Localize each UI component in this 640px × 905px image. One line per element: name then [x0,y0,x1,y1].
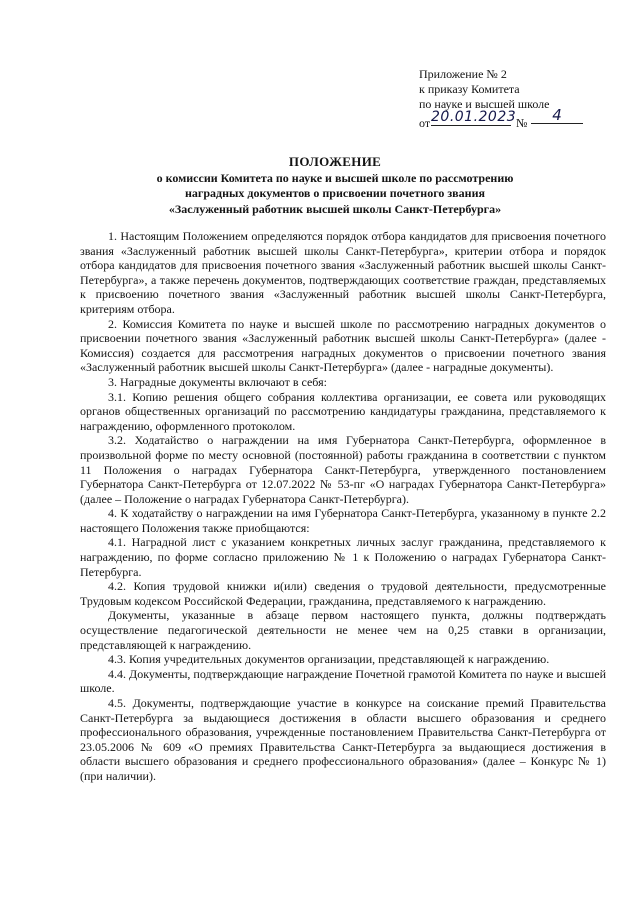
document-title: ПОЛОЖЕНИЕ [288,154,382,169]
paragraph-4: 4. К ходатайству о награждении на имя Губернатора Санкт-Петербурга, указанному в пункте 2.2 настоящего Положения также приобщаются: [80,506,606,535]
date-prefix: от [419,116,431,130]
paragraph-3-1: 3.1. Копию решения общего собрания коллектива организации, ее совета или руководящих органов общественных организаций по рассмотрению кандидатуры гражданина, представляемого к награждению, оформленного протоколом. [80,389,606,433]
document-heading [80,154,590,217]
paragraph-4-4: 4.4. Документы, подтверждающие награждение Почетной грамотой Комитета по науке и высшей школе. [80,666,606,696]
order-number: 4 [531,108,583,124]
document-body [80,229,606,784]
heading-line: «Заслуженный работник высшей школы Санкт-Петербурга» [168,201,502,216]
paragraph-3-2: 3.2. Ходатайство о награждении на имя Губернатора Санкт-Петербурга, оформленное в произвольной форме по месту основной (постоянной) работы гражданина в соответствии с пунктом 11 Положения о наградах Губернатора Санкт-Петербурга, утвержденного постановлением Губернатора Санкт-Петербурга от 12.07.2022 № 53-пг «О наградах Губернатора Санкт-Петербурга» (далее – Положение о наградах Губернатора Санкт-Петербурга). [80,433,606,506]
paragraph-4-3: 4.3. Копия учредительных документов организации, представляющей к награждению. [108,652,550,667]
paragraph-4-2: 4.2. Копия трудовой книжки и(или) сведения о трудовой деятельности, предусмотренные Трудовым кодексом Российской Федерации, гражданина, представляемого к награждению. [80,579,606,608]
paragraph-4-1: 4.1. Наградной лист с указанием конкретных личных заслуг гражданина, представляемого к награждению, по форме согласно приложению № 1 к Положению о наградах Губернатора Санкт-Петербурга. [80,535,606,579]
paragraph-1: 1. Настоящим Положением определяются порядок отбора кандидатов для присвоения почетного звания «Заслуженный работник высшей школы Санкт-Петербурга», критерии отбора и порядок отбора кандидатов для присвоения почетного звания «Заслуженный работник высшей школы Санкт-Петербурга», а также перечень документов, подтверждающих соответствие граждан, представляемых к присвоению почетного звания «Заслуженный работник высшей школы Санкт-Петербурга, критериям отбора. [80,229,606,316]
paragraph-2: 2. Комиссия Комитета по науке и высшей школе по рассмотрению наградных документов о присвоении почетного звания «Заслуженный работник высшей школы Санкт-Петербурга» (далее - Комиссия) создается для рассмотрения наградных документов о присвоении почетного звания «Заслуженный работник высшей школы Санкт-Петербурга» (далее - наградные документы). [80,316,606,375]
heading-line: о комиссии Комитета по науке и высшей школе по рассмотрению [156,170,514,185]
order-date-line [419,106,609,133]
number-label: № [516,116,528,130]
appendix-line: по науке и высшей школе [419,97,550,111]
appendix-block [419,67,609,133]
appendix-line: Приложение № 2 [419,67,507,81]
paragraph-4-2-note: Документы, указанные в абзаце первом настоящего пункта, должны подтверждать осуществление педагогической деятельности не менее чем на 0,25 ставки в организации, представляющей к награждению. [80,608,606,652]
paragraph-4-5: 4.5. Документы, подтверждающие участие в конкурсе на соискание премий Правительства Санкт-Петербурга за выдающиеся достижения в области высшего образования и среднего профессионального образования, учрежденные постановлением Правительства Санкт-Петербурга от 23.05.2006 № 609 «О премиях Правительства Санкт-Петербурга за выдающиеся достижения в области высшего образования и среднего профессионального образования» (далее – Конкурс № 1) (при наличии). [80,696,606,783]
order-date: 20.01.2023 [431,109,517,125]
paragraph-3: 3. Наградные документы включают в себя: [108,374,327,389]
heading-line: наградных документов о присвоении почетного звания [185,186,485,200]
appendix-line: к приказу Комитета [419,82,520,96]
